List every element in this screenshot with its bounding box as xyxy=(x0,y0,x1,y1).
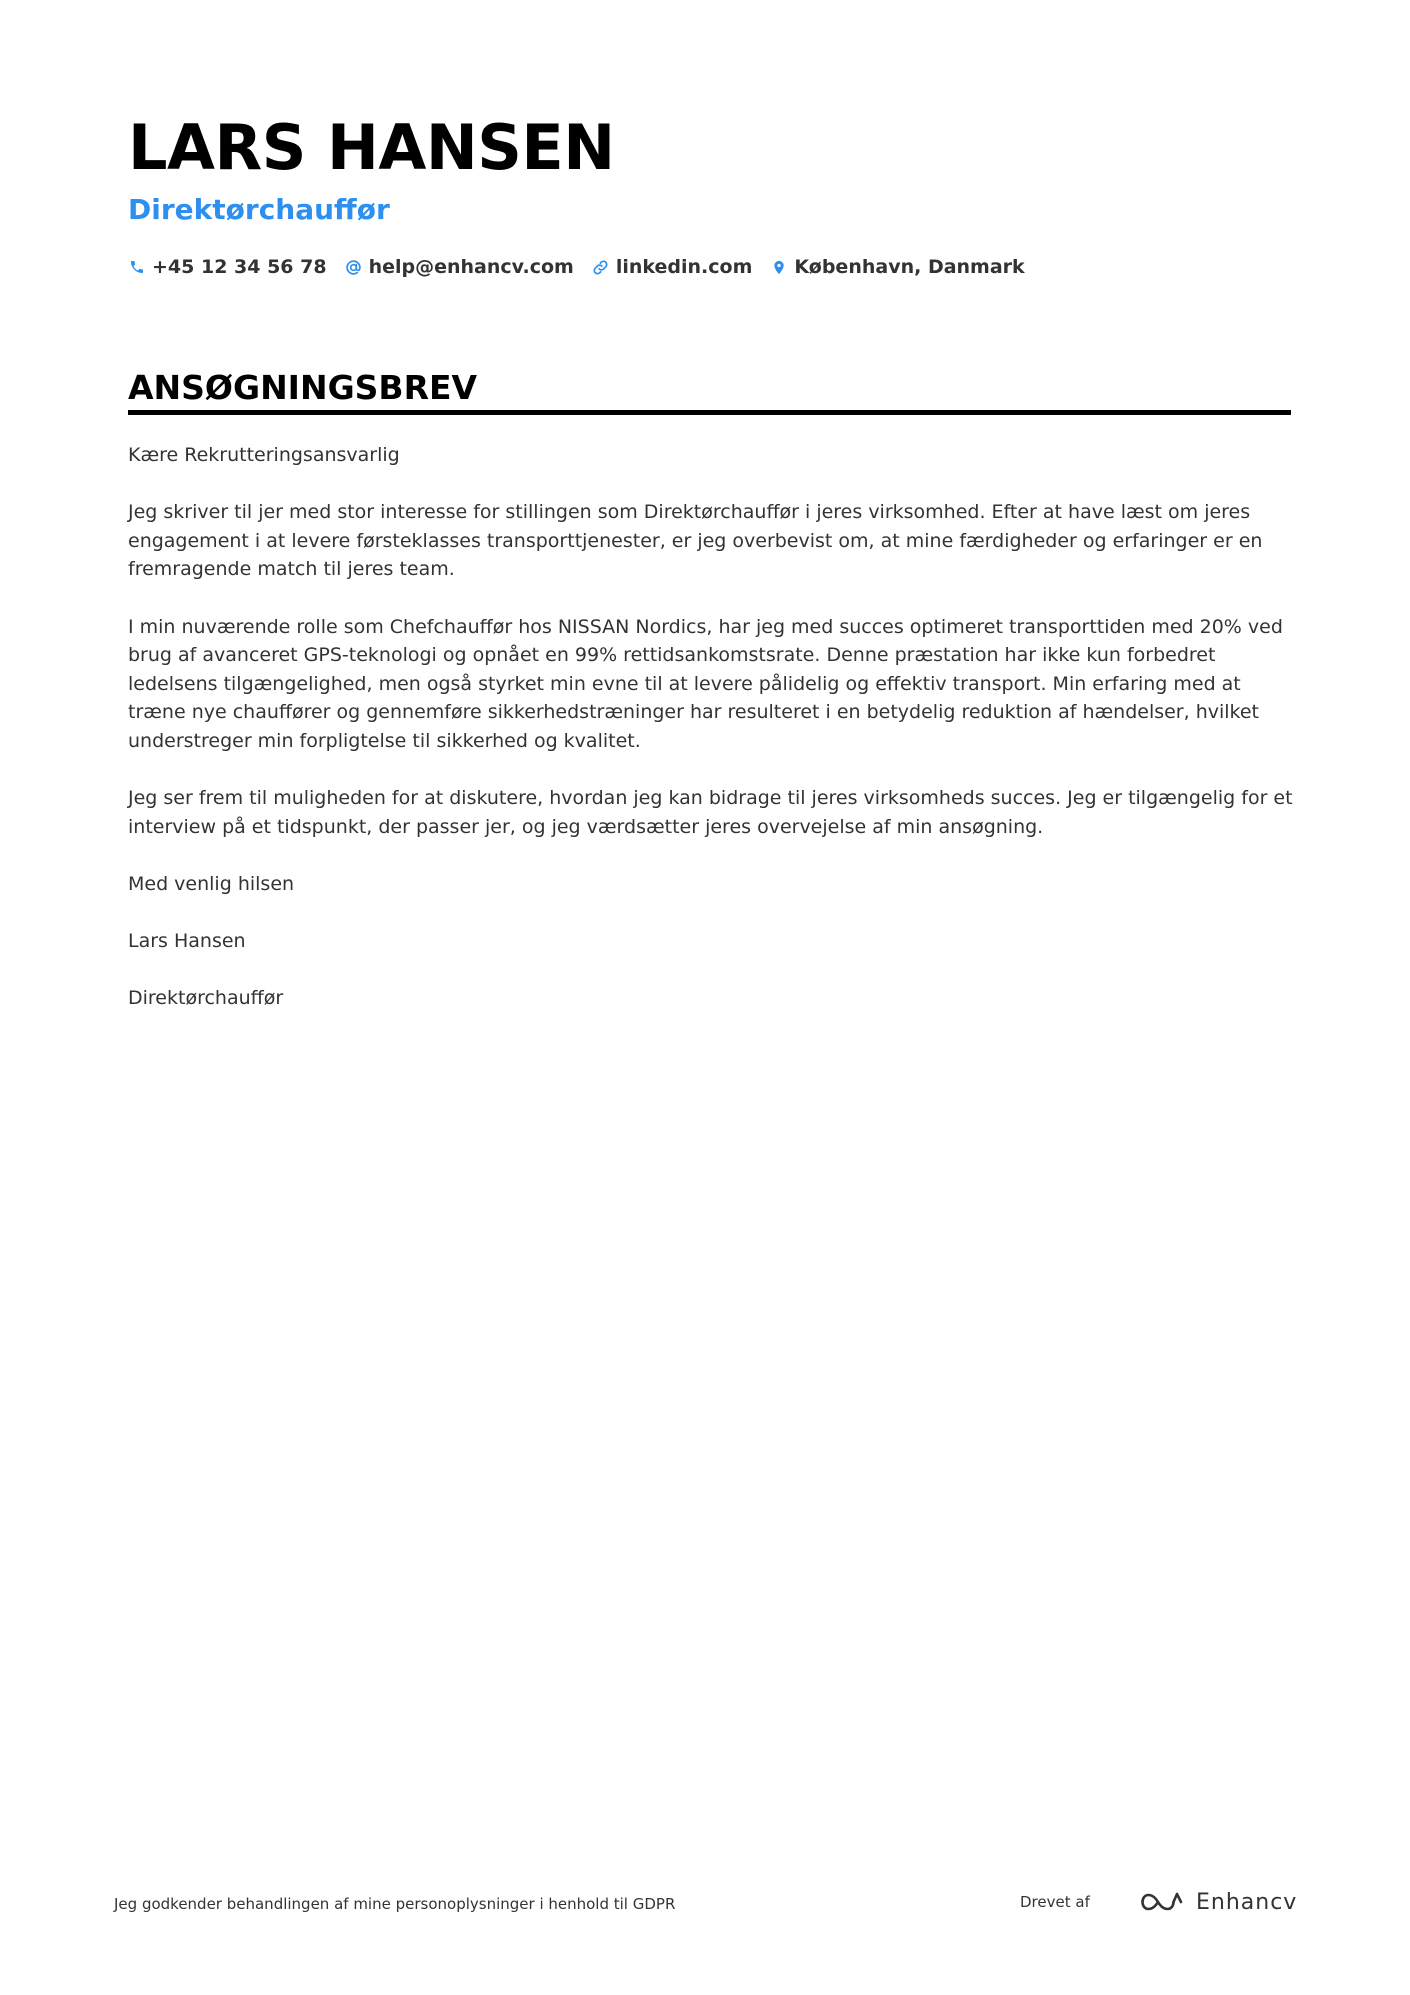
letter-paragraph: Jeg ser frem til muligheden for at diskutere, hvordan jeg kan bidrage til jeres virksomheds succes. Jeg er tilgængelig for et interview på et tidspunkt, der passer jer, og jeg værdsætter jeres overvejelse af min ansøgning. xyxy=(128,787,1293,838)
phone-icon xyxy=(128,258,146,276)
contact-email[interactable] xyxy=(345,256,574,278)
contact-bar xyxy=(128,252,1043,282)
contact-email-text[interactable]: help@enhancv.com xyxy=(368,256,574,278)
letter-closing: Med venlig hilsen xyxy=(128,872,295,895)
contact-phone-text: +45 12 34 56 78 xyxy=(152,256,327,278)
contact-linkedin[interactable] xyxy=(592,256,753,278)
signature-role: Direktørchauffør xyxy=(128,987,284,1010)
powered-by-label: Drevet af xyxy=(1020,1893,1090,1911)
enhancv-brand[interactable] xyxy=(1140,1885,1297,1919)
brand-name: Enhancv xyxy=(1196,1889,1298,1915)
link-icon xyxy=(592,258,610,276)
letter-greeting: Kære Rekrutteringsansvarlig xyxy=(128,444,400,466)
contact-location-text: København, Danmark xyxy=(794,256,1025,278)
gdpr-consent-text: Jeg godkender behandlingen af mine personoplysninger i henhold til GDPR xyxy=(114,1895,676,1913)
applicant-name: LARS HANSEN xyxy=(128,111,615,184)
section-divider xyxy=(128,410,1291,415)
location-pin-icon xyxy=(770,258,788,276)
applicant-role: Direktørchauffør xyxy=(128,193,390,226)
contact-location xyxy=(770,256,1024,278)
at-icon xyxy=(345,258,363,276)
signature-name: Lars Hansen xyxy=(128,930,246,953)
enhancv-logo-icon xyxy=(1140,1888,1186,1916)
letter-paragraph: I min nuværende rolle som Chefchauffør hos NISSAN Nordics, har jeg med succes optimeret transporttiden med 20% ved brug af avanceret GPS-teknologi og opnået en 99% rettidsankomstsrate. Denne præstation har ikke kun forbedret ledelsens tilgængelighed, men også styrket min evne til at levere pålidelig og effektiv transport. Min erfaring med at træne nye chauffører og gennemføre sikkerhedstræninger har resulteret i en betydelig reduktion af hændelser, hvilket understreger min forpligtelse til sikkerhed og kvalitet. xyxy=(128,615,1283,752)
section-title: ANSØGNINGSBREV xyxy=(128,368,478,407)
contact-linkedin-text[interactable]: linkedin.com xyxy=(615,256,753,278)
contact-phone xyxy=(128,256,327,278)
letter-body xyxy=(128,441,1293,1041)
letter-paragraph: Jeg skriver til jer med stor interesse for stillingen som Direktørchauffør i jeres virksomhed. Efter at have læst om jeres engagement i at levere førsteklasses transporttjenester, er jeg overbevist om, at mine færdigheder og erfaringer er en fremragende match til jeres team. xyxy=(128,501,1263,581)
